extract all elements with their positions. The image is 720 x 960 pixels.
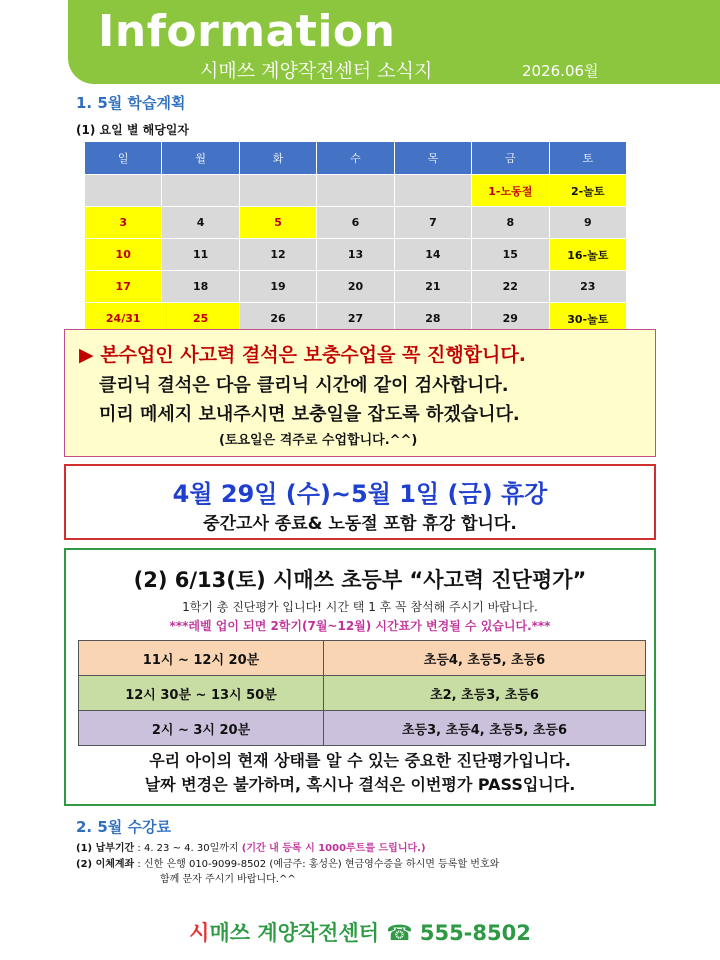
page-title: Information <box>98 6 396 57</box>
weekday-wed: 수 <box>317 142 394 175</box>
calendar-cell: 20 <box>317 271 394 303</box>
calendar-cell: 14 <box>394 239 471 271</box>
phone-number: 555-8502 <box>412 921 531 945</box>
calendar-cell-holiday: 1-노동절 <box>472 175 549 207</box>
may-calendar <box>84 141 627 335</box>
schedule-grades: 초2, 초등3, 초등6 <box>324 676 646 711</box>
calendar-cell-sunday: 10 <box>85 239 162 271</box>
schedule-grades: 초등4, 초등5, 초등6 <box>324 641 646 676</box>
calendar-cell <box>317 175 394 207</box>
schedule-time: 2시 ~ 3시 20분 <box>79 711 324 746</box>
weekday-mon: 월 <box>162 142 239 175</box>
section2-title: 2. 5월 수강료 <box>76 818 171 836</box>
calendar-cell-holiday: 25 <box>162 303 239 335</box>
message-notice: 미리 메세지 보내주시면 보충일을 잡도록 하겠습니다. <box>99 404 520 425</box>
schedule-time: 12시 30분 ~ 13시 50분 <box>79 676 324 711</box>
clinic-notice: 클리닉 결석은 다음 클리닉 시간에 같이 검사합니다. <box>99 375 509 396</box>
section1-subtitle: (1) 요일 별 해당일자 <box>76 123 189 137</box>
assessment-policy: 날짜 변경은 불가하며, 혹시나 결석은 이번평가 PASS입니다. <box>144 775 576 794</box>
center-name: 계양작전센터 <box>250 921 387 945</box>
calendar-cell: 29 <box>472 303 549 335</box>
calendar-cell: 4 <box>162 207 239 239</box>
makeup-notice-headline: ▶ 본수업인 사고력 결석은 보충수업을 꼭 진행합니다. <box>79 344 526 366</box>
calendar-cell-off: 30-놀토 <box>549 303 626 335</box>
calendar-cell: 11 <box>162 239 239 271</box>
header-banner <box>68 0 720 84</box>
calendar-cell-off: 2-놀토 <box>549 175 626 207</box>
assessment-description: 1학기 총 진단평가 입니다! 시간 택 1 후 꼭 참석해 주시기 바랍니다. <box>182 600 538 614</box>
saturday-notice: (토요일은 격주로 수업합니다.^^) <box>219 433 418 448</box>
phone-icon: ☎ <box>386 921 413 945</box>
payment-period-text: : 4. 23 ~ 4. 30일까지 <box>134 843 242 854</box>
calendar-cell: 8 <box>472 207 549 239</box>
calendar-cell: 27 <box>317 303 394 335</box>
payment-bonus-note: (기간 내 등록 시 1000루트를 드립니다.) <box>241 843 426 854</box>
weekday-sat: 토 <box>549 142 626 175</box>
assessment-schedule-table <box>78 640 646 746</box>
calendar-cell <box>239 175 316 207</box>
break-dates: 4월 29일 (수)~5월 1일 (금) 휴강 <box>172 480 548 508</box>
assessment-title: (2) 6/13(토) 시매쓰 초등부 “사고력 진단평가” <box>133 568 587 592</box>
assessment-importance: 우리 아이의 현재 상태를 알 수 있는 중요한 진단평가입니다. <box>149 751 571 770</box>
weekday-tue: 화 <box>239 142 316 175</box>
brand-first-char: 시 <box>189 921 210 945</box>
issue-date: 2026.06월 <box>522 62 599 80</box>
newsletter-subtitle: 시매쓰 계양작전센터 소식지 <box>200 60 433 82</box>
calendar-cell-sunday: 3 <box>85 207 162 239</box>
break-reason: 중간고사 종료& 노동절 포함 휴강 합니다. <box>203 514 517 534</box>
calendar-cell-sunday: 24/31 <box>85 303 162 335</box>
level-up-warning: ***레벨 업이 되면 2학기(7월~12월) 시간표가 변경될 수 있습니다.*** <box>169 619 551 633</box>
calendar-cell: 21 <box>394 271 471 303</box>
schedule-time: 11시 ~ 12시 20분 <box>79 641 324 676</box>
calendar-cell <box>162 175 239 207</box>
schedule-grades: 초등3, 초등4, 초등5, 초등6 <box>324 711 646 746</box>
calendar-cell: 6 <box>317 207 394 239</box>
brand-rest: 매쓰 <box>209 921 251 945</box>
break-notice <box>64 464 656 540</box>
calendar-cell: 15 <box>472 239 549 271</box>
payment-period <box>76 839 426 854</box>
calendar-cell: 13 <box>317 239 394 271</box>
calendar-cell: 9 <box>549 207 626 239</box>
weekday-sun: 일 <box>85 142 162 175</box>
footer-contact <box>0 917 720 947</box>
calendar-cell: 28 <box>394 303 471 335</box>
schedule-row <box>79 641 646 676</box>
bank-account-label: (2) 이체계좌 <box>76 859 135 870</box>
calendar-week <box>85 175 627 207</box>
calendar-cell: 7 <box>394 207 471 239</box>
calendar-cell-sunday: 17 <box>85 271 162 303</box>
weekday-thu: 목 <box>394 142 471 175</box>
calendar-cell: 26 <box>239 303 316 335</box>
calendar-cell: 23 <box>549 271 626 303</box>
calendar-cell: 19 <box>239 271 316 303</box>
bank-account <box>76 855 499 870</box>
assessment-notice <box>64 548 656 806</box>
schedule-row <box>79 676 646 711</box>
weekday-fri: 금 <box>472 142 549 175</box>
calendar-week <box>85 207 627 239</box>
calendar-week <box>85 271 627 303</box>
calendar-cell-holiday: 5 <box>239 207 316 239</box>
makeup-class-notice <box>64 329 656 457</box>
bank-account-continued: 함께 문자 주시기 바랍니다.^^ <box>160 874 296 885</box>
calendar-cell: 22 <box>472 271 549 303</box>
schedule-row <box>79 711 646 746</box>
calendar-week <box>85 239 627 271</box>
calendar-header-row <box>85 142 627 175</box>
calendar-cell <box>394 175 471 207</box>
bank-account-text: : 신한 은행 010-9099-8502 (예금주: 홍성은) 현금영수증을 하시면 등록할 번호와 <box>134 859 500 870</box>
section1-title: 1. 5월 학습계획 <box>76 94 186 112</box>
calendar-cell: 18 <box>162 271 239 303</box>
calendar-cell <box>85 175 162 207</box>
calendar-cell-off: 16-놀토 <box>549 239 626 271</box>
payment-period-label: (1) 납부기간 <box>76 843 135 854</box>
calendar-cell: 12 <box>239 239 316 271</box>
